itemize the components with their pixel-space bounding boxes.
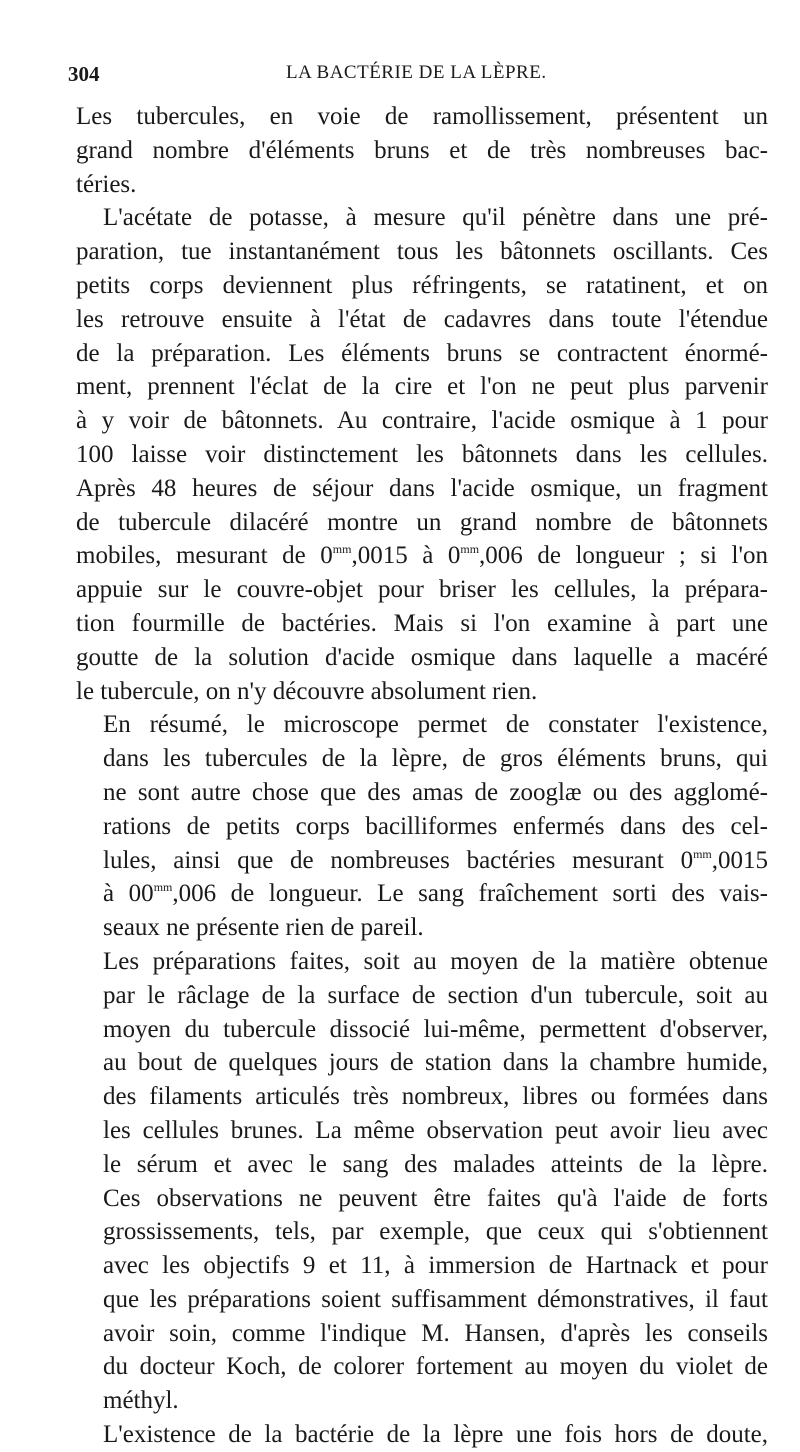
text-line: que les préparations soient suffisamment démonstratives, il faut [103, 1285, 768, 1313]
text-line: les retrouve ensuite à l'état de cadavres dans toute l'étendue [76, 305, 768, 333]
text-line: appuie sur le couvre-objet pour briser les cellules, la prépara- [76, 576, 768, 604]
text-line: téries. [76, 170, 137, 198]
text-line: à y voir de bâtonnets. Au contraire, l'acide osmique à 1 pour [76, 407, 768, 435]
text-line: le tubercule, on n'y découvre absolument rien. [76, 677, 538, 705]
text-line: du docteur Koch, de colorer fortement au moyen du violet de [103, 1353, 768, 1381]
text-line: L'acétate de potasse, à mesure qu'il pénètre dans une pré- [103, 204, 768, 232]
text-line: paration, tue instantanément tous les bâtonnets oscillants. Ces [76, 238, 768, 266]
text-line: le sérum et avec le sang des malades atteints de la lèpre. [103, 1150, 768, 1178]
text-line: moyen du tubercule dissocié lui-même, permettent d'observer, [103, 1015, 768, 1043]
page-number: 304 [68, 62, 100, 86]
text-line: dans les tubercules de la lèpre, de gros éléments bruns, qui [103, 745, 768, 773]
text-line: Les tubercules, en voie de ramollissement, présentent un [76, 103, 768, 130]
text-line: avec les objectifs 9 et 11, à immersion de Hartnack et pour [103, 1252, 768, 1280]
text-line: au bout de quelques jours de station dans la chambre humide, [103, 1049, 768, 1077]
text-line: seaux ne présente rien de pareil. [103, 914, 424, 942]
text-line: de tubercule dilacéré montre un grand nombre de bâtonnets [76, 508, 768, 536]
text-line: méthyl. [103, 1387, 179, 1415]
text-line-with-measure: mobiles, mesurant de $0^{mm},0015$ à $0^{mm},006$ de longueur ; si l'on [76, 542, 768, 570]
text-line: En résumé, le microscope permet de constater l'existence, [103, 711, 768, 739]
text-line: ne sont autre chose que des amas de zooglæ ou des agglomé- [103, 778, 768, 806]
text-line: petits corps deviennent plus réfringents, se ratatinent, et on [76, 271, 768, 299]
text-line-with-measure: lules, ainsi que de nombreuses bactéries mesurant $0^{mm},0015$ [103, 846, 768, 874]
text-line: rations de petits corps bacilliformes enfermés dans des cel- [103, 812, 768, 840]
page-header [68, 62, 768, 90]
text-line: 100 laisse voir distinctement les bâtonnets dans les cellules. [76, 440, 768, 468]
text-line: ment, prennent l'éclat de la cire et l'on ne peut plus parvenir [76, 373, 768, 401]
text-line: Ces observations ne peuvent être faites qu'à l'aide de forts [103, 1184, 768, 1212]
text-line: grossissements, tels, par exemple, que ceux qui s'obtiennent [103, 1218, 768, 1246]
text-line: Les préparations faites, soit au moyen de la matière obtenue [103, 947, 768, 975]
text-line: L'existence de la bactérie de la lèpre une fois hors de doute, [103, 1421, 768, 1449]
text-line: de la préparation. Les éléments bruns se contractent énormé- [76, 339, 768, 367]
body-text [76, 100, 768, 1452]
running-title: LA BACTÉRIE DE LA LÈPRE. [286, 62, 547, 83]
text-line: tion fourmille de bactéries. Mais si l'on examine à part une [76, 609, 768, 637]
text-line: goutte de la solution d'acide osmique dans laquelle a macéré [76, 643, 768, 671]
text-line: grand nombre d'éléments bruns et de très nombreuses bac- [76, 136, 768, 164]
text-line: avoir soin, comme l'indique M. Hansen, d'après les conseils [103, 1319, 768, 1347]
text-line: des filaments articulés très nombreux, libres ou formées dans [103, 1083, 768, 1111]
text-line: Après 48 heures de séjour dans l'acide osmique, un fragment [76, 474, 768, 502]
text-line: par le râclage de la surface de section d'un tubercule, soit au [103, 981, 768, 1009]
text-line-with-measure: à $00^{mm},006$ de longueur. Le sang fraîchement sorti des vais- [103, 880, 768, 908]
text-line: les cellules brunes. La même observation peut avoir lieu avec [103, 1116, 768, 1144]
